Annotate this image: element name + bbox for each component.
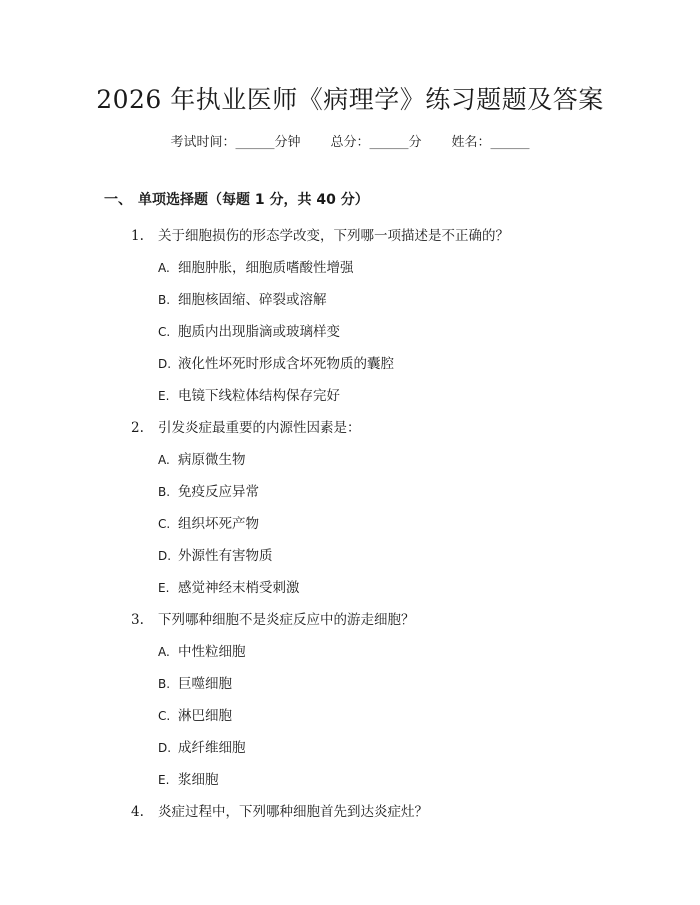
section-title: 单项选择题（每题 1 分，共 40 分） [138, 192, 369, 208]
option-text: 电镜下线粒体结构保存完好 [178, 388, 340, 404]
option-label: D. [158, 741, 172, 755]
question-text: 下列哪种细胞不是炎症反应中的游走细胞？ [158, 612, 415, 628]
option-label: E. [158, 389, 170, 403]
option-text: 组织坏死产物 [178, 516, 259, 532]
option-text: 外源性有害物质 [178, 548, 273, 564]
option-text: 中性粒细胞 [178, 644, 246, 660]
option-text: 病原微生物 [178, 452, 246, 468]
option-1c [158, 320, 340, 340]
option-text: 胞质内出现脂滴或玻璃样变 [178, 324, 340, 340]
option-text: 细胞肿胀，细胞质嗜酸性增强 [178, 260, 354, 276]
option-text: 液化性坏死时形成含坏死物质的囊腔 [178, 356, 394, 372]
question-4 [131, 800, 428, 820]
option-3a [158, 640, 246, 660]
option-text: 细胞核固缩、碎裂或溶解 [178, 292, 327, 308]
option-1b [158, 288, 327, 308]
option-text: 淋巴细胞 [178, 708, 232, 724]
total-score-field: 总分：______分 [330, 135, 422, 150]
option-label: A. [158, 453, 170, 467]
question-number: 1. [131, 228, 144, 244]
option-1a [158, 256, 354, 276]
option-label: E. [158, 581, 170, 595]
exam-info-line [0, 131, 700, 150]
question-number: 2. [131, 420, 144, 436]
option-3c [158, 704, 232, 724]
section-number: 一、 [104, 192, 132, 208]
option-2e [158, 576, 300, 596]
option-3b [158, 672, 232, 692]
question-number: 4. [131, 804, 144, 820]
option-label: C. [158, 325, 171, 339]
option-2c [158, 512, 259, 532]
option-label: B. [158, 293, 171, 307]
option-1e [158, 384, 340, 404]
question-2 [131, 416, 361, 436]
option-label: B. [158, 485, 171, 499]
option-2d [158, 544, 273, 564]
option-label: C. [158, 709, 171, 723]
option-1d [158, 352, 394, 372]
student-name-field: 姓名：______ [451, 135, 530, 150]
exam-time-field: 考试时间：______分钟 [170, 135, 301, 150]
question-1 [131, 224, 509, 244]
option-label: A. [158, 261, 170, 275]
question-text: 炎症过程中，下列哪种细胞首先到达炎症灶？ [158, 804, 428, 820]
question-text: 引发炎症最重要的内源性因素是： [158, 420, 361, 436]
option-text: 感觉神经末梢受刺激 [178, 580, 300, 596]
question-3 [131, 608, 415, 628]
option-text: 成纤维细胞 [178, 740, 246, 756]
question-number: 3. [131, 612, 144, 628]
option-text: 巨噬细胞 [178, 676, 232, 692]
option-label: C. [158, 517, 171, 531]
option-label: E. [158, 773, 170, 787]
section-heading [104, 189, 369, 209]
option-text: 免疫反应异常 [178, 484, 259, 500]
option-label: B. [158, 677, 171, 691]
option-label: D. [158, 357, 172, 371]
option-text: 浆细胞 [178, 772, 219, 788]
question-text: 关于细胞损伤的形态学改变，下列哪一项描述是不正确的？ [158, 228, 509, 244]
option-3d [158, 736, 246, 756]
option-3e [158, 768, 219, 788]
option-2a [158, 448, 246, 468]
option-2b [158, 480, 259, 500]
option-label: A. [158, 645, 170, 659]
option-label: D. [158, 549, 172, 563]
page-title: 2026 年执业医师《病理学》练习题题及答案 [96, 85, 604, 114]
